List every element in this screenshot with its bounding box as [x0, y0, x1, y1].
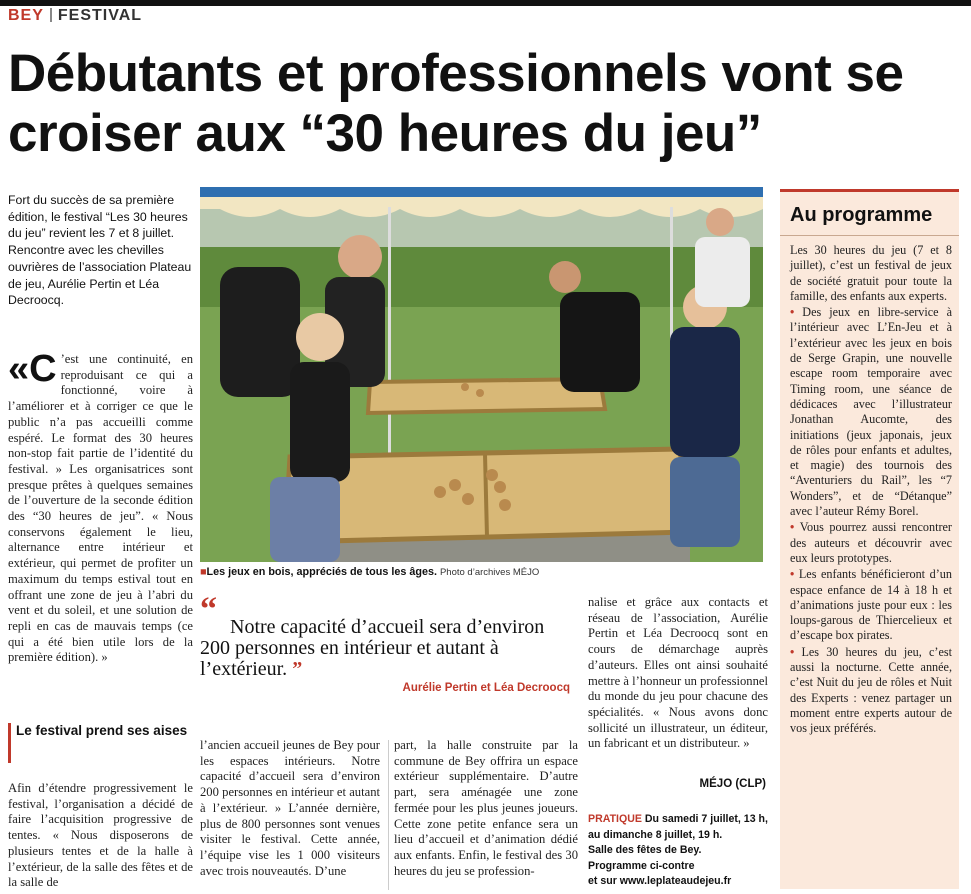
- kicker-section: BEY: [8, 7, 44, 24]
- quote-author: Aurélie Pertin et Léa Decroocq: [402, 682, 570, 694]
- body-col1-top: [8, 348, 193, 666]
- kicker-subsection: FESTIVAL: [57, 7, 143, 24]
- sidebar-intro: Les 30 heures du jeu (7 et 8 juillet), c’est un festival de jeux de société gratuit pour toute la famille, des enfants aux experts.: [790, 243, 952, 303]
- quote-close-mark: ”: [292, 658, 303, 680]
- practical-website: et sur www.leplateaudejeu.fr: [588, 875, 732, 887]
- sidebar-title: Au programme: [790, 204, 933, 226]
- quote-body: Notre capacité d’accueil sera d’environ 200 personnes en intérieur et autant à l’extérieur.: [200, 616, 545, 680]
- bullet-icon: •: [790, 520, 800, 535]
- sidebar-item: [790, 567, 952, 643]
- body-text-col3: part, la halle construite par la commune de Bey offrira un espace extérieur supplémentaire. D’autre part, sera aménagée une zone fermée pour les plus jeunes joueurs. Cette zone petite enfance sera un lieu d’accueil et d’animation dédié aux enfants. Enfin, le festival des 30 heures du jeu se profession-: [394, 738, 578, 878]
- photo-credit: Photo d’archives MÉJO: [439, 567, 540, 578]
- body-text-col4: nalise et grâce aux contacts et réseau de l’association, Aurélie Pertin et Léa Decroocq sont en cours de démarchage auprès d’auteurs. Elles ont ainsi souhaité mettre à l’honneur un professionnel du monde du jeu pour chacune des spécialités. « Nous avons donc sollicité un illustrateur, un éditeur, un fabricant et un distributeur. »: [588, 595, 768, 751]
- bullet-icon: •: [790, 644, 802, 659]
- sidebar-item: [790, 645, 952, 737]
- practical-program: Programme ci-contre: [588, 859, 695, 872]
- practical-info: [588, 812, 778, 890]
- dropcap: «C: [8, 348, 57, 390]
- sidebar-item: [790, 305, 952, 519]
- practical-venue: Salle des fêtes de Bey.: [588, 844, 702, 856]
- bullet-icon: •: [790, 567, 799, 582]
- sidebar-rule: [780, 235, 959, 236]
- kicker-divider: [50, 8, 52, 22]
- pull-quote: [200, 591, 578, 713]
- column-divider: [388, 740, 389, 890]
- subhead: Le festival prend ses aises: [8, 723, 193, 763]
- festival-photo: [200, 187, 763, 562]
- photo-illustration: [200, 187, 763, 562]
- sidebar-item-text: Vous pourrez aussi rencontrer des auteurs et découvrir avec eux leurs prototypes.: [790, 520, 952, 565]
- caption-marker: ■: [200, 566, 207, 578]
- sidebar-item-text: Des jeux en libre-service à l’intérieur avec L’En-Jeu et à l’extérieur avec les jeux en bois de Serge Grapin, une nouvelle escape room temporaire avec Timing room, une séance de dédicaces avec l’illustrateur Jonathan Aucomte, des initiations (jeux japonais, jeux de rôles pour enfants et adultes, et magie) des tournois des “Aventuriers du Rail”, les “7 Wonders”, et de “Détanque” avec l’auteur Rémy Borel.: [790, 305, 952, 519]
- lead-paragraph: Fort du succès de sa première édition, le festival “Les 30 heures du jeu” revient les 7 et 8 juillet. Rencontre avec les chevilles ouvrières de l’association Plateau de jeu, Aurélie Pertin et Léa Decroocq.: [8, 193, 192, 308]
- sidebar-item-text: Les 30 heures du jeu, c’est aussi la nocturne. Cette année, c’est Nuit du jeu de rôles et Nuit des Experts : venez partager un moment entre experts autour de vos jeux préférés.: [790, 644, 952, 736]
- caption-text: Les jeux en bois, appréciés de tous les âges.: [206, 566, 437, 578]
- quote-open-mark: “: [200, 591, 217, 628]
- practical-label: PRATIQUE: [588, 813, 642, 825]
- top-bar: [0, 0, 971, 6]
- sidebar-item: [790, 520, 952, 566]
- program-sidebar: [780, 189, 959, 889]
- byline-signature: MÉJO (CLP): [699, 778, 766, 790]
- body-text-col1b: Afin d’étendre progressivement le festival, l’organisation a décidé de faire l’acquisition progressive de tentes. « Nous disposerons de plusieurs tentes et de la halle à l’extérieur, de la salle des fêtes et de la salle de: [8, 781, 193, 890]
- sidebar-body: [790, 243, 952, 738]
- kicker: [8, 7, 142, 25]
- bullet-icon: •: [790, 305, 803, 320]
- practical-dates: Du samedi 7 juillet, 13 h, au dimanche 8 juillet, 19 h.: [588, 813, 768, 841]
- sidebar-item-text: Les enfants bénéficieront d’un espace enfance de 14 à 18 h et d’animations juste pour eux : les loups-garous de Thiercelieux et d’escape box pirates.: [790, 567, 952, 643]
- quote-text: [200, 617, 578, 680]
- body-text-col1a: ’est une continuité, en reproduisant ce qui a fonctionné, voire à l’améliorer et à corriger ce que le public n’a pas accueilli comme espéré. Le format des 30 heures non-stop fait partie de l’identité du festival. » Les organisatrices sont presque prêtes à quelques semaines de l’ouverture de la seconde édition des “30 heures de jeu”. « Nous conservons également le lieu, alternance entre intérieur et extérieur, qui permet de profiter un maximum du temps estival tout en offrant une zone de jeu à l’abri du vent et du soleil, et une solution de repli en cas de mauvais temps (ce qui a été bien utile lors de la première édition). »: [8, 352, 193, 665]
- headline: Débutants et professionnels vont se croiser aux “30 heures du jeu”: [8, 44, 904, 163]
- body-text-col2: l’ancien accueil jeunes de Bey pour les espaces intérieurs. Notre capacité d’accueil sera d’environ 200 personnes en intérieur et autant à l’extérieur. » L’année dernière, plus de 800 personnes sont venues visiter le festival. Cette année, l’équipe vise les 1 000 visiteurs avec trois nouveautés. D’une: [200, 738, 380, 878]
- photo-caption: [200, 566, 763, 578]
